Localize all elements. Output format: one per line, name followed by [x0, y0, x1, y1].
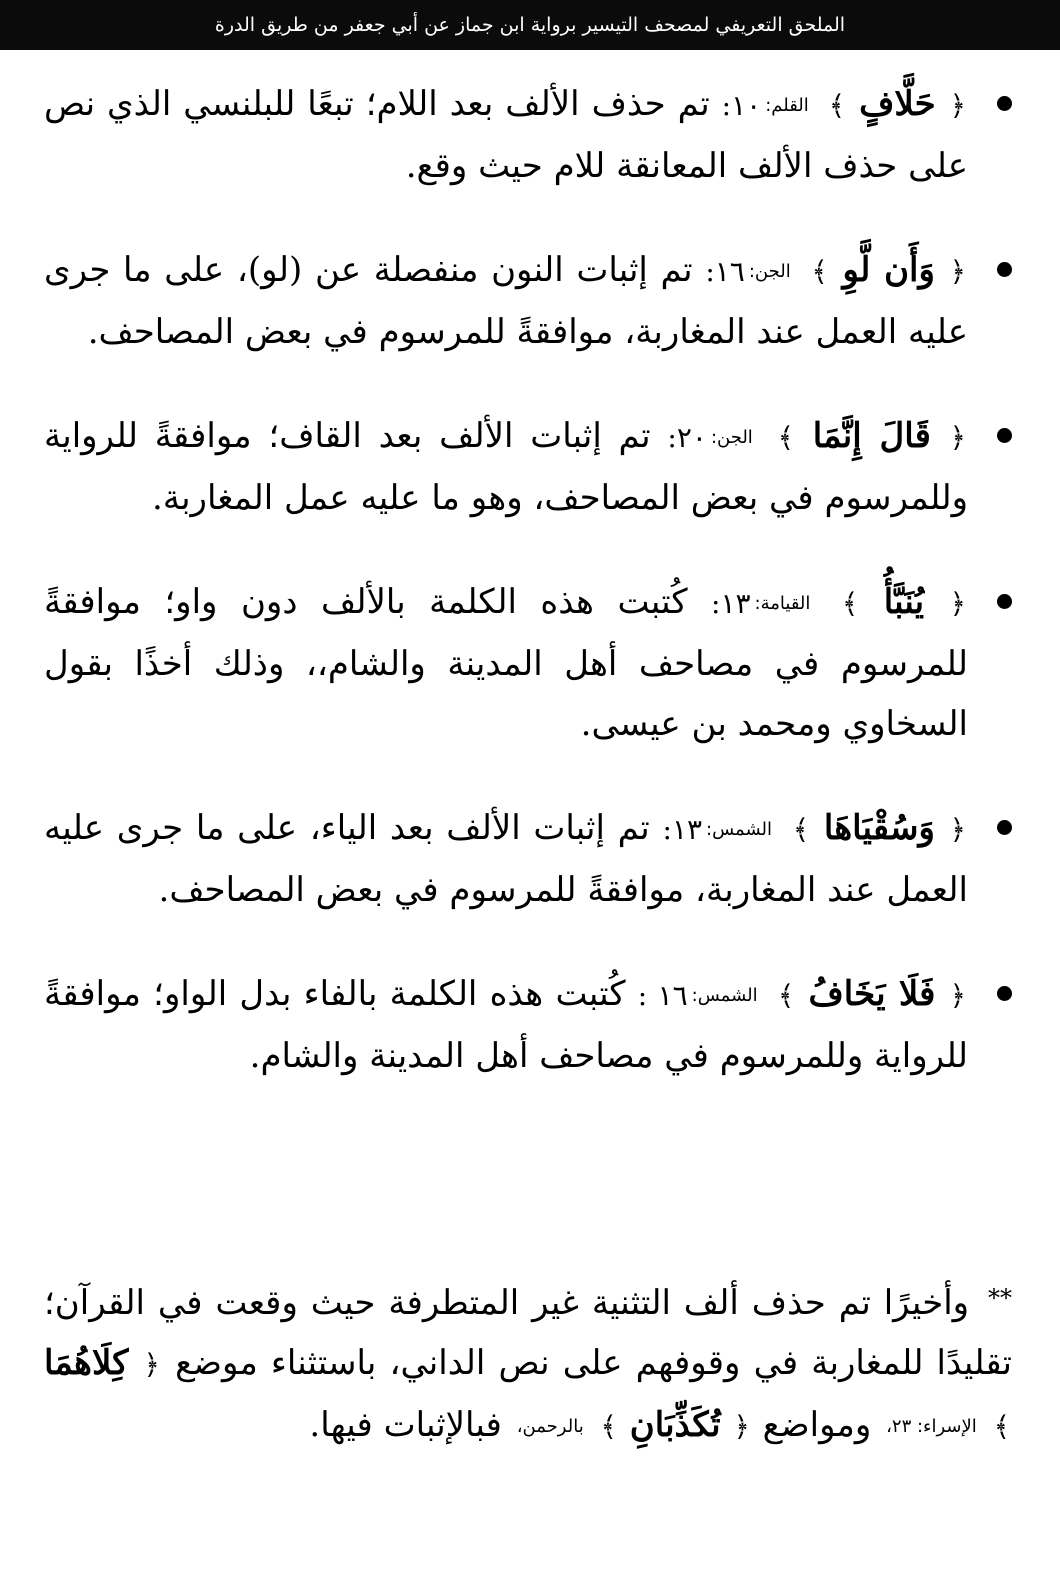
surah-reference: بالرحمن،	[516, 1416, 584, 1437]
ornate-bracket-open-icon: ﴿	[949, 421, 967, 454]
surah-reference: الإسراء: ٢٣،	[886, 1416, 977, 1437]
closing-note	[44, 1268, 1012, 1457]
verse-number: ٢٠:	[667, 421, 707, 454]
ornate-bracket-open-icon: ﴿	[949, 255, 966, 288]
ornate-bracket-open-icon: ﴿	[949, 979, 967, 1012]
bullet-icon	[997, 96, 1012, 111]
ornate-bracket-close-icon: ﴾	[792, 813, 810, 846]
ornate-bracket-open-icon: ﴿	[949, 89, 967, 122]
surah-reference: الشمس:	[691, 985, 758, 1006]
note-text: تم إثبات الألف بعد القاف؛ موافقةً للرواية وللمرسوم في بعض المصاحف، وهو ما عليه عمل المغاربة.	[44, 416, 968, 518]
quran-word: كِلَاهُمَا	[44, 1343, 129, 1383]
surah-reference: الجن:	[710, 427, 753, 448]
ornate-bracket-close-icon: ﴾	[993, 1410, 1010, 1443]
bullet-icon	[997, 820, 1012, 835]
ornate-bracket-close-icon: ﴾	[811, 255, 828, 288]
quran-word: تُكَذِّبَانِ	[629, 1405, 721, 1445]
quran-word: وَأَن لَّوِ	[842, 250, 935, 290]
list-item	[44, 406, 1012, 528]
quran-word: يُنَبَّأُ	[883, 582, 925, 622]
header-title: الملحق التعريفي لمصحف التيسير برواية ابن جماز عن أبي جعفر من طريق الدرة	[214, 14, 846, 36]
list-item	[44, 798, 1012, 920]
ornate-bracket-close-icon: ﴾	[841, 587, 859, 620]
bullet-icon	[997, 986, 1012, 1001]
list-item	[44, 964, 1012, 1086]
list-item	[44, 74, 1012, 196]
surah-reference: القلم:	[765, 95, 809, 116]
list-item	[44, 240, 1012, 362]
note-text: تم حذف الألف بعد اللام؛ تبعًا للبلنسي الذي نص على حذف الألف المعانقة للام حيث وقع.	[44, 84, 968, 186]
bullet-icon	[997, 594, 1012, 609]
bullet-icon	[997, 428, 1012, 443]
ornate-bracket-open-icon: ﴿	[949, 813, 967, 846]
note-text: كُتبت هذه الكلمة بالألف دون واو؛ موافقةً للمرسوم في مصاحف أهل المدينة والشام،، وذلك أخذًا بقول السخاوي ومحمد بن عيسى.	[44, 582, 968, 744]
closing-text-part2: ومواضع	[762, 1405, 872, 1445]
quran-word: وَسُقْيَاهَا	[823, 808, 935, 848]
bullet-icon	[997, 262, 1012, 277]
ornate-bracket-close-icon: ﴾	[777, 421, 794, 454]
closing-text-part3: فبالإثبات فيها.	[309, 1405, 502, 1445]
notes-list	[44, 74, 1012, 1086]
quran-word: فَلَا يَخَافُ	[808, 974, 936, 1014]
page-header	[0, 0, 1060, 50]
quran-word: قَالَ إِنَّمَا	[812, 416, 931, 456]
ornate-bracket-close-icon: ﴾	[777, 979, 795, 1012]
verse-number: ١٣:	[662, 813, 703, 846]
ornate-bracket-open-icon: ﴿	[143, 1348, 160, 1381]
ornate-bracket-open-icon: ﴿	[733, 1410, 750, 1443]
verse-number: ١٦:	[705, 255, 745, 288]
verse-number: ١٠:	[721, 89, 762, 122]
surah-reference: الشمس:	[706, 819, 772, 840]
note-text: تم إثبات الألف بعد الياء، على ما جرى عليه العمل عند المغاربة، موافقةً للمرسوم في بعض المصاحف.	[44, 808, 968, 910]
verse-number: ١٣:	[711, 587, 751, 620]
verse-number: ١٦ :	[637, 979, 688, 1012]
surah-reference: الجن:	[748, 261, 791, 282]
list-item	[44, 572, 1012, 754]
closing-text-part1: وأخيرًا تم حذف ألف التثنية غير المتطرفة حيث وقعت في القرآن؛ تقليدًا للمغاربة في وقوفهم على نص الداني، باستثناء موضع	[44, 1283, 1013, 1383]
ornate-bracket-open-icon: ﴿	[949, 587, 967, 620]
note-text: تم إثبات النون منفصلة عن (لو)، على ما جرى عليه العمل عند المغاربة، موافقةً للمرسوم في بعض المصاحف.	[44, 250, 968, 352]
ornate-bracket-close-icon: ﴾	[828, 89, 846, 122]
asterisks-marker: **	[988, 1284, 1012, 1312]
ornate-bracket-close-icon: ﴾	[600, 1410, 617, 1443]
note-text: كُتبت هذه الكلمة بالفاء بدل الواو؛ موافقةً للرواية وللمرسوم في مصاحف أهل المدينة والشام.	[44, 974, 968, 1076]
quran-word: حَلَّافٍ	[859, 84, 936, 124]
surah-reference: القيامة:	[754, 593, 811, 614]
